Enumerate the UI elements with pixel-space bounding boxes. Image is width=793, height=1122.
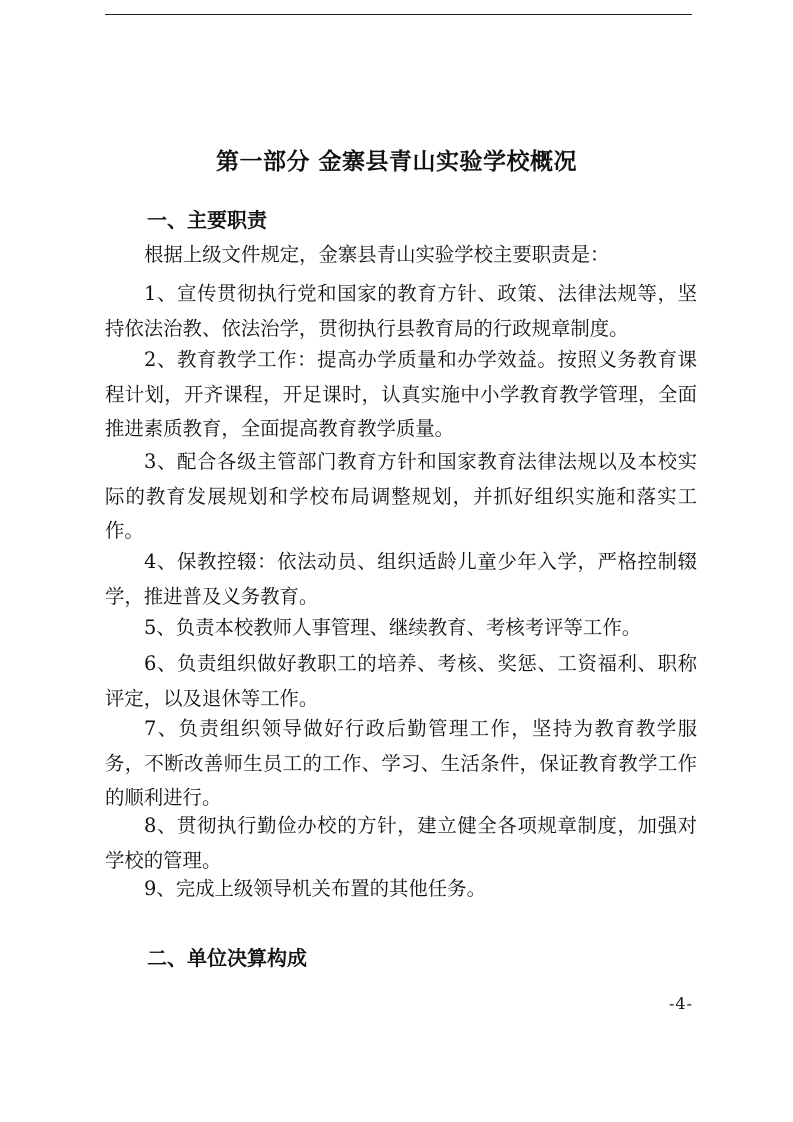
paragraph-intro: 根据上级文件规定，金寨县青山实验学校主要职责是： bbox=[144, 243, 610, 266]
paragraph-duty-5: 5、负责本校教师人事管理、继续教育、考核考评等工作。 bbox=[144, 616, 642, 639]
paragraph-duty-6: 6、负责组织做好教职工的培养、考核、奖惩、工资福利、职称评定，以及退休等工作。 bbox=[105, 652, 697, 710]
document-title: 第一部分 金寨县青山实验学校概况 bbox=[215, 149, 577, 175]
section-heading-duties: 一、主要职责 bbox=[147, 208, 267, 232]
paragraph-duty-2: 2、教育教学工作：提高办学质量和办学效益。按照义务教育课程计划，开齐课程，开足课时，认真实施中小学教育教学管理，全面推进素质教育，全面提高教育教学质量。 bbox=[105, 348, 697, 440]
paragraph-duty-4: 4、保教控辍：依法动员、组织适龄儿童少年入学，严格控制辍学，推进普及义务教育。 bbox=[105, 550, 697, 608]
paragraph-duty-7: 7、负责组织领导做好行政后勤管理工作，坚持为教育教学服务，不断改善师生员工的工作、学习、生活条件，保证教育教学工作的顺利进行。 bbox=[105, 717, 697, 809]
paragraph-duty-1: 1、宣传贯彻执行党和国家的教育方针、政策、法律法规等，坚持依法治教、依法治学，贯彻执行县教育局的行政规章制度。 bbox=[105, 282, 697, 340]
paragraph-duty-8: 8、贯彻执行勤俭办校的方针，建立健全各项规章制度，加强对学校的管理。 bbox=[105, 814, 697, 872]
section-heading-composition: 二、单位决算构成 bbox=[147, 946, 307, 970]
header-rule bbox=[105, 14, 692, 15]
page-number: -4- bbox=[669, 994, 693, 1013]
paragraph-duty-9: 9、完成上级领导机关布置的其他任务。 bbox=[144, 877, 486, 900]
paragraph-duty-3: 3、配合各级主管部门教育方针和国家教育法律法规以及本校实际的教育发展规划和学校布局调整规划，并抓好组织实施和落实工作。 bbox=[105, 450, 697, 542]
